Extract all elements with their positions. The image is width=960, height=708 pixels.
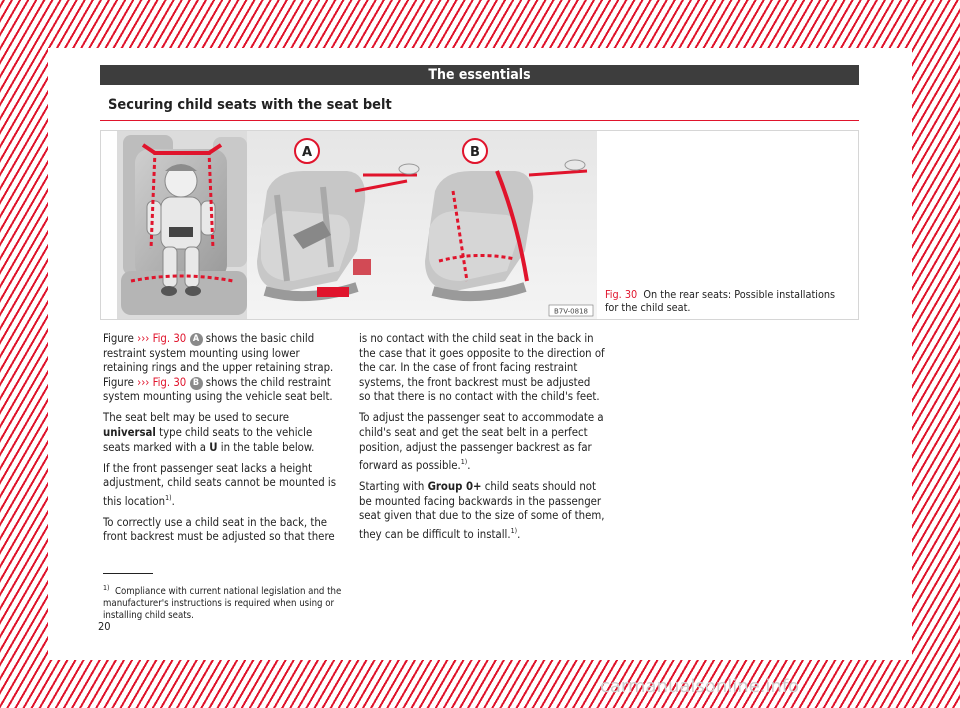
rear-seat-child-panel [117, 131, 247, 319]
figure-link-2[interactable]: ››› Fig. 30 [137, 375, 187, 389]
figure-label-a: A [301, 145, 313, 160]
circle-a-badge: A [190, 333, 203, 346]
circle-b-badge: B [190, 377, 203, 390]
page-subtitle: Securing child seats with the seat belt [108, 97, 392, 113]
page-number: 20 [98, 620, 111, 633]
paragraph-2: The seat belt may be used to secure universal type child seats to the vehicle seats marked with a U in the table below. [103, 411, 315, 454]
section-header: The essentials [100, 65, 859, 85]
child-seat-illustration [117, 131, 597, 319]
footnote-text: Compliance with current national legislation and the manufacturer's instructions is required when using or installing child seats. [103, 586, 342, 622]
paragraph-7: Starting with Group 0+ child seats should not be mounted facing backwards in the passenger seat given that due to the size of some of them, they can be difficult to install.$^{1)}$. [359, 480, 605, 541]
paragraph-4: To correctly use a child seat in the back, the front backrest must be adjusted so that there [103, 515, 335, 544]
figure-caption-text: On the rear seats: Possible installations for the child seat. [605, 288, 836, 314]
paragraph-6: To adjust the passenger seat to accommodate a child's seat and get the seat belt in a perfect position, adjust the passenger backrest as far forward as possible.$^{1)}$. [359, 411, 604, 473]
figure-label-b: B [470, 145, 480, 160]
text-column-left [103, 332, 339, 551]
figure-image-code: B7V-0818 [554, 307, 588, 316]
paragraph-1: Figure ››› Fig. 30 A shows the basic child restraint system mounting using lower retaining rings and the upper retaining strap. Figure ››› Fig. 30 B shows the child restraint system mounting using the vehicle seat belt. [103, 332, 334, 404]
figure-link-1[interactable]: ››› Fig. 30 [137, 332, 187, 345]
footnote-divider [103, 573, 153, 574]
title-divider [100, 120, 859, 121]
footnote [103, 582, 343, 622]
paragraph-5: is no contact with the child seat in the back in the case that it goes opposite to the direction of the car. In the case of front facing restraint systems, the front backrest must be adjusted so that there is no contact with the child's feet. [359, 332, 605, 404]
paragraph-3: If the front passenger seat lacks a height adjustment, child seats cannot be mounted is this location$^{1)}$. [103, 461, 337, 508]
figure-caption-ref[interactable]: Fig. 30 [605, 288, 638, 301]
watermark: carmanualsonline.info [600, 676, 800, 697]
text-column-right [359, 332, 605, 549]
figure-caption [605, 288, 850, 314]
footnote-marker: 1) [103, 584, 110, 592]
